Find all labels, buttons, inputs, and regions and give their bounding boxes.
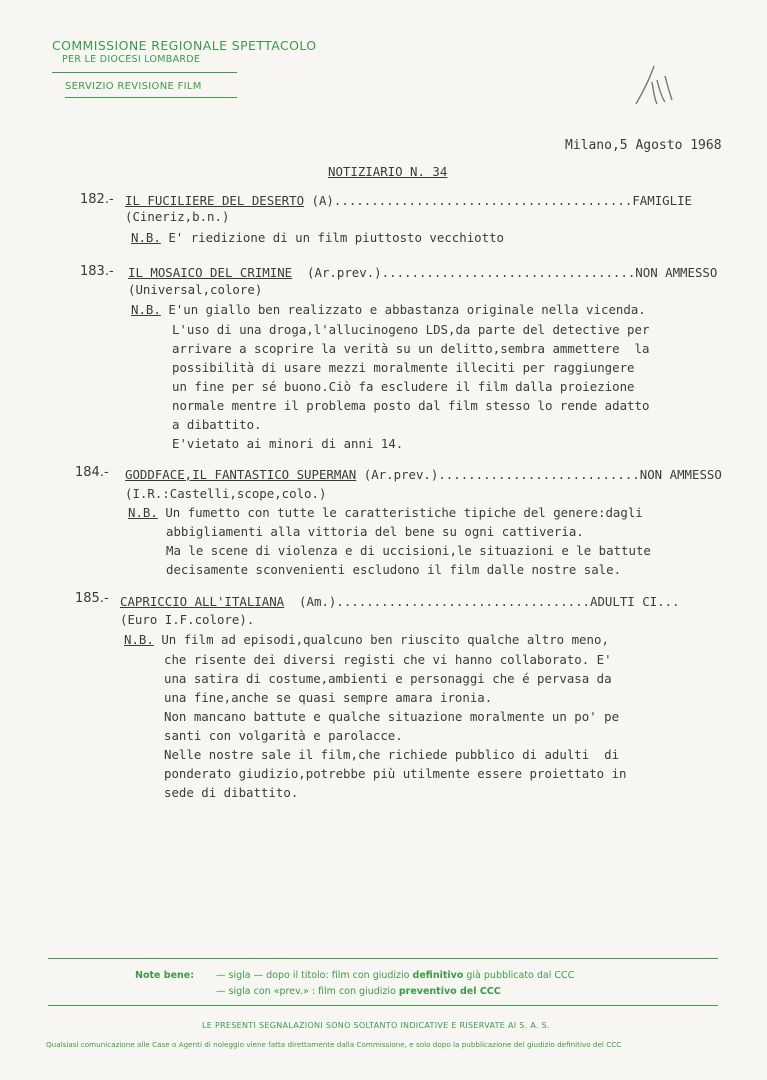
service-divider [65, 97, 237, 98]
footer-text: già pubblicato dal CCC [466, 970, 575, 981]
leader-dots: ........................... [438, 467, 640, 482]
note-line: normale mentre il problema posto dal film stesso lo rende adatto [172, 398, 650, 413]
leader-dots: .................................. [336, 594, 590, 609]
header-divider [52, 72, 237, 73]
note [128, 505, 643, 520]
note-line: un fine per sé buono.Ciò fa escludere il film dalla proiezione [172, 379, 635, 394]
note-line: E'vietato ai minori di anni 14. [172, 436, 404, 451]
distributor: (Euro I.F.colore). [120, 612, 255, 627]
entry-heading [128, 265, 717, 280]
film-title: IL MOSAICO DEL CRIMINE [128, 265, 293, 280]
footer-text: — sigla — dopo il titolo: film con giudizio [216, 970, 410, 981]
note-line: decisamente sconvenienti escludono il film dalle nostre sale. [166, 562, 622, 577]
handwritten-signature [632, 60, 682, 110]
note-line: a dibattito. [172, 417, 262, 432]
footer-bottom-note: Qualsiasi comunicazione alle Case o Agenti di noleggio viene fatta direttamente dalla Commissione, e solo dopo la pubblicazione del giudizio definitivo del CCC [46, 1040, 622, 1049]
note-line: una satira di costume,ambienti e personaggi che é pervasa da [164, 671, 612, 686]
film-title: CAPRICCIO ALL'ITALIANA [120, 594, 285, 609]
footer-text-bold: definitivo [412, 970, 464, 981]
nb-label: N.B. [128, 505, 158, 520]
note-line: santi con volgarità e parolacce. [164, 728, 403, 743]
footer-note-label: Note bene: [135, 970, 195, 981]
note-line: Un film ad episodi,qualcuno ben riuscito qualche altro meno, [161, 632, 609, 647]
note-line: Ma le scene di violenza e di uccisioni,le situazioni e le battute [166, 543, 651, 558]
leader-dots: .................................. [381, 265, 636, 280]
note-line: E' riedizione di un film piuttosto vecchiotto [168, 230, 505, 245]
entry-heading [125, 467, 722, 482]
note-line: sede di dibattito. [164, 785, 299, 800]
entry-number: 185.- [75, 591, 109, 606]
org-name: COMMISSIONE REGIONALE SPETTACOLO [52, 38, 317, 53]
note [131, 230, 504, 245]
note-line: Non mancano battute e qualche situazione moralmente un po' pe [164, 709, 620, 724]
judgement: ADULTI CI... [590, 594, 680, 609]
footer-text: — sigla con «prev.» [216, 986, 309, 997]
rating-mark: (Ar.prev.) [307, 265, 382, 280]
footer-text-bold: preventivo del CCC [398, 986, 501, 997]
note-line: Un fumetto con tutte le caratteristiche tipiche del genere:dagli [165, 505, 643, 520]
footer-divider-top [48, 958, 718, 959]
note-line: abbigliamenti alla vittoria del bene su ogni cattiveria. [166, 524, 584, 539]
distributor: (Universal,colore) [128, 282, 263, 297]
document-title: NOTIZIARIO N. 34 [328, 164, 448, 179]
entry-heading [120, 594, 680, 609]
note-line: Nelle nostre sale il film,che richiede pubblico di adulti di [164, 747, 620, 762]
note-line: che risente dei diversi registi che vi hanno collaborato. E' [164, 652, 612, 667]
footer-disclaimer: LE PRESENTI SEGNALAZIONI SONO SOLTANTO INDICATIVE E RISERVATE AI S. A. S. [202, 1021, 550, 1030]
note-line: L'uso di una droga,l'allucinogeno LDS,da parte del detective per [172, 322, 650, 337]
nb-label: N.B. [131, 302, 161, 317]
rating-mark: (Ar.prev.) [363, 467, 439, 482]
footer-text: : film con giudizio [311, 986, 396, 997]
note-line: ponderato giudizio,potrebbe più utilmente essere proiettato in [164, 766, 627, 781]
film-title: GODDFACE,IL FANTASTICO SUPERMAN [125, 467, 357, 482]
note-line: possibilità di usare mezzi moralmente illeciti per raggiungere [172, 360, 635, 375]
footer-divider-bottom [48, 1005, 718, 1006]
document-date: Milano,5 Agosto 1968 [565, 138, 722, 153]
footer-note-line [216, 986, 501, 997]
note [131, 302, 646, 317]
org-subtitle: PER LE DIOCESI LOMBARDE [62, 54, 201, 65]
judgement: NON AMMESSO [639, 467, 722, 482]
leader-dots: ........................................ [333, 193, 633, 208]
entry-number: 183.- [80, 264, 114, 279]
distributor: (Cineriz,b.n.) [125, 209, 230, 224]
entry-number: 182.- [80, 192, 114, 207]
film-title: IL FUCILIERE DEL DESERTO [125, 193, 305, 208]
note-line: una fine,anche se quasi sempre amara ironia. [164, 690, 493, 705]
rating-mark: (Am.) [299, 594, 337, 609]
judgement: FAMIGLIE [632, 193, 692, 208]
distributor: (I.R.:Castelli,scope,colo.) [125, 486, 327, 501]
note-line: arrivare a scoprire la verità su un delitto,sembra ammettere la [172, 341, 650, 356]
rating-mark: (A) [311, 193, 334, 208]
note [124, 632, 609, 647]
note-line: E'un giallo ben realizzato e abbastanza originale nella vicenda. [168, 302, 646, 317]
entry-number: 184.- [75, 465, 109, 480]
entry-heading [125, 193, 692, 208]
judgement: NON AMMESSO [635, 265, 718, 280]
nb-label: N.B. [124, 632, 154, 647]
service-name: SERVIZIO REVISIONE FILM [65, 81, 202, 92]
footer-note-line [216, 970, 574, 981]
nb-label: N.B. [131, 230, 161, 245]
